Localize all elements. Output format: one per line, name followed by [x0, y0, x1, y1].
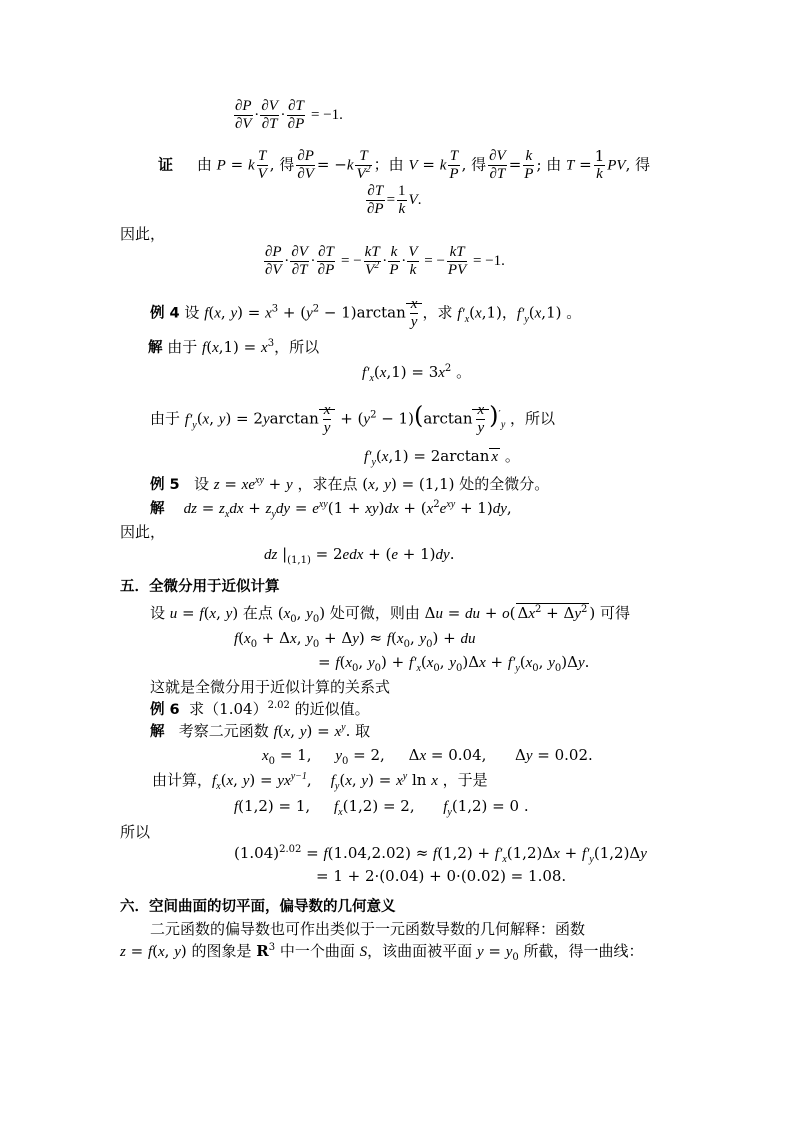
- eq-partials: 由计算，$f_x(x$, $y) = yx^{y-1}$, $f_y(x$, $y) = x^y$ ln x ，于是: [152, 771, 488, 792]
- section-6-heading: 六．空间曲面的切平面，偏导数的几何意义: [120, 899, 396, 915]
- proof-label: 证: [158, 155, 174, 174]
- eq-fx: $f'_x(x,1) = 3x^2$ 。: [362, 363, 472, 384]
- solution-4a: 解 由于 $f(x,1) = x^3$，所以: [148, 338, 320, 356]
- solution-5: 解 dz = $z_xdx + z_ydy = e^{xy}(1 + xy)dx + (x^2e^{xy} + 1)dy$,: [150, 499, 512, 520]
- example-4-label: 例 4: [150, 305, 180, 322]
- eq-approx-result-2: = 1 + 2·(0.04) + 0·(0.02) = 1.08.: [316, 867, 567, 885]
- eq-approx-1: $f(x_0 + \Delta x$, $y_0 + \Delta y) \approx f(x_0$, $y_0$) + du: [234, 629, 476, 650]
- example-6-label: 例 6: [150, 702, 180, 718]
- example-5: 例 5 设 $z = xe^{xy} + y$ ，求在点 (x, y) = (1,1) 处的全微分。: [150, 475, 550, 493]
- text-so: 所以: [120, 823, 151, 841]
- example-5-label: 例 5: [150, 477, 180, 493]
- example-4: 例 4 设 f(x, $y) = x^3 + (y^2 - 1)\arctan$ $\frac{x}{y}$ ，求 $f'_x(x,1)$，$f'_y(x,1)$ 。: [150, 296, 582, 330]
- example-6: 例 6 求$(1.04)^{2.02}$ 的近似值。: [150, 700, 370, 718]
- eq-values: $x_0 = 1$, $y_0 = 2$, Δx = 0.04, Δy = 0.02.: [262, 746, 593, 767]
- text-therefore-2: 因此，: [120, 523, 166, 541]
- text-geometric-2: z = f(x, y) 的图象是 $R^3$ 中一个曲面 S，该曲面被平面 $y = y_0$ 所截，得一曲线：: [120, 942, 644, 963]
- eq-product-of-partials: $\frac{\partial P}{\partial V}$ · $\frac{\partial V}{\partial T}$ · $\frac{\partial T}{\partial P}$ = −1.: [235, 98, 343, 132]
- text-therefore: 因此，: [120, 225, 166, 243]
- eq-evaluated: f(1,2) = 1, $f_x(1,2) = 2$, $f_y(1,2) = 0$ .: [234, 797, 529, 818]
- text-relation: 这就是全微分用于近似计算的关系式: [150, 678, 391, 696]
- eq-approx-result-1: $(1.04)^{2.02} = f(1.04,2.02) \approx f(1,2) + f'_x(1,2)\Delta x + f'_y(1,2)\Delta y$: [234, 844, 647, 865]
- solution-6: 解 考察二元函数 f(x, $y) = x^y$. 取: [150, 722, 371, 740]
- text-geometric-1: 二元函数的偏导数也可作出类似于一元函数导数的几何解释：函数: [150, 920, 586, 938]
- section-5-heading: 五．全微分用于近似计算: [120, 579, 280, 595]
- eq-approx-2: = $f(x_0$, $y_0) + f'_x(x_0$, $y_0)\Delta x + f'_y(x_0$, $y_0)\Delta y$.: [318, 653, 590, 674]
- proof-line: 证 由 P = k $\frac{T}{V}$ , 得 $\frac{\partial P}{\partial V}$ = −k $\frac{T}{V^2}$ ；由 V = k $\frac{T}{P}$ , 得 $\frac{\partial V}{\partial T}$ = $\frac{k}{P}$ ; 由 T = $\frac{1}{k}$ PV, 得: [158, 147, 651, 182]
- text-approx-intro: 设 u = f(x, y) 在点 ($x_0$, $y_0$) 处可微，则由 Δu = du + o( $\Delta x^2 + \Delta y^2$ ) 可得: [150, 604, 631, 625]
- eq-dz: dz $|_{(1,1)} = 2edx + (e + 1)dy$.: [264, 545, 455, 566]
- eq-dt-dp: $\frac{\partial T}{\partial P}$ = $\frac{1}{k}$ V.: [367, 183, 422, 217]
- eq-result: $\frac{\partial P}{\partial V}$ · $\frac{\partial V}{\partial T}$ · $\frac{\partial T}{\partial P}$ = − $\frac{kT}{V^2}$ · $\frac{k}{P}$ · $\frac{V}{k}$ = − $\frac{kT}{PV}$ = −1.: [265, 244, 505, 278]
- eq-fy-general: 由于 $f'_y(x$, y) = 2yarctan $\frac{x}{y}$ + $(y^2 - 1)(\arctan$ $\frac{x}{y}$ )$'_y$ ，所以: [150, 401, 556, 436]
- eq-fy: $f'_y(x,1) = 2\arctan$ x 。: [364, 447, 520, 468]
